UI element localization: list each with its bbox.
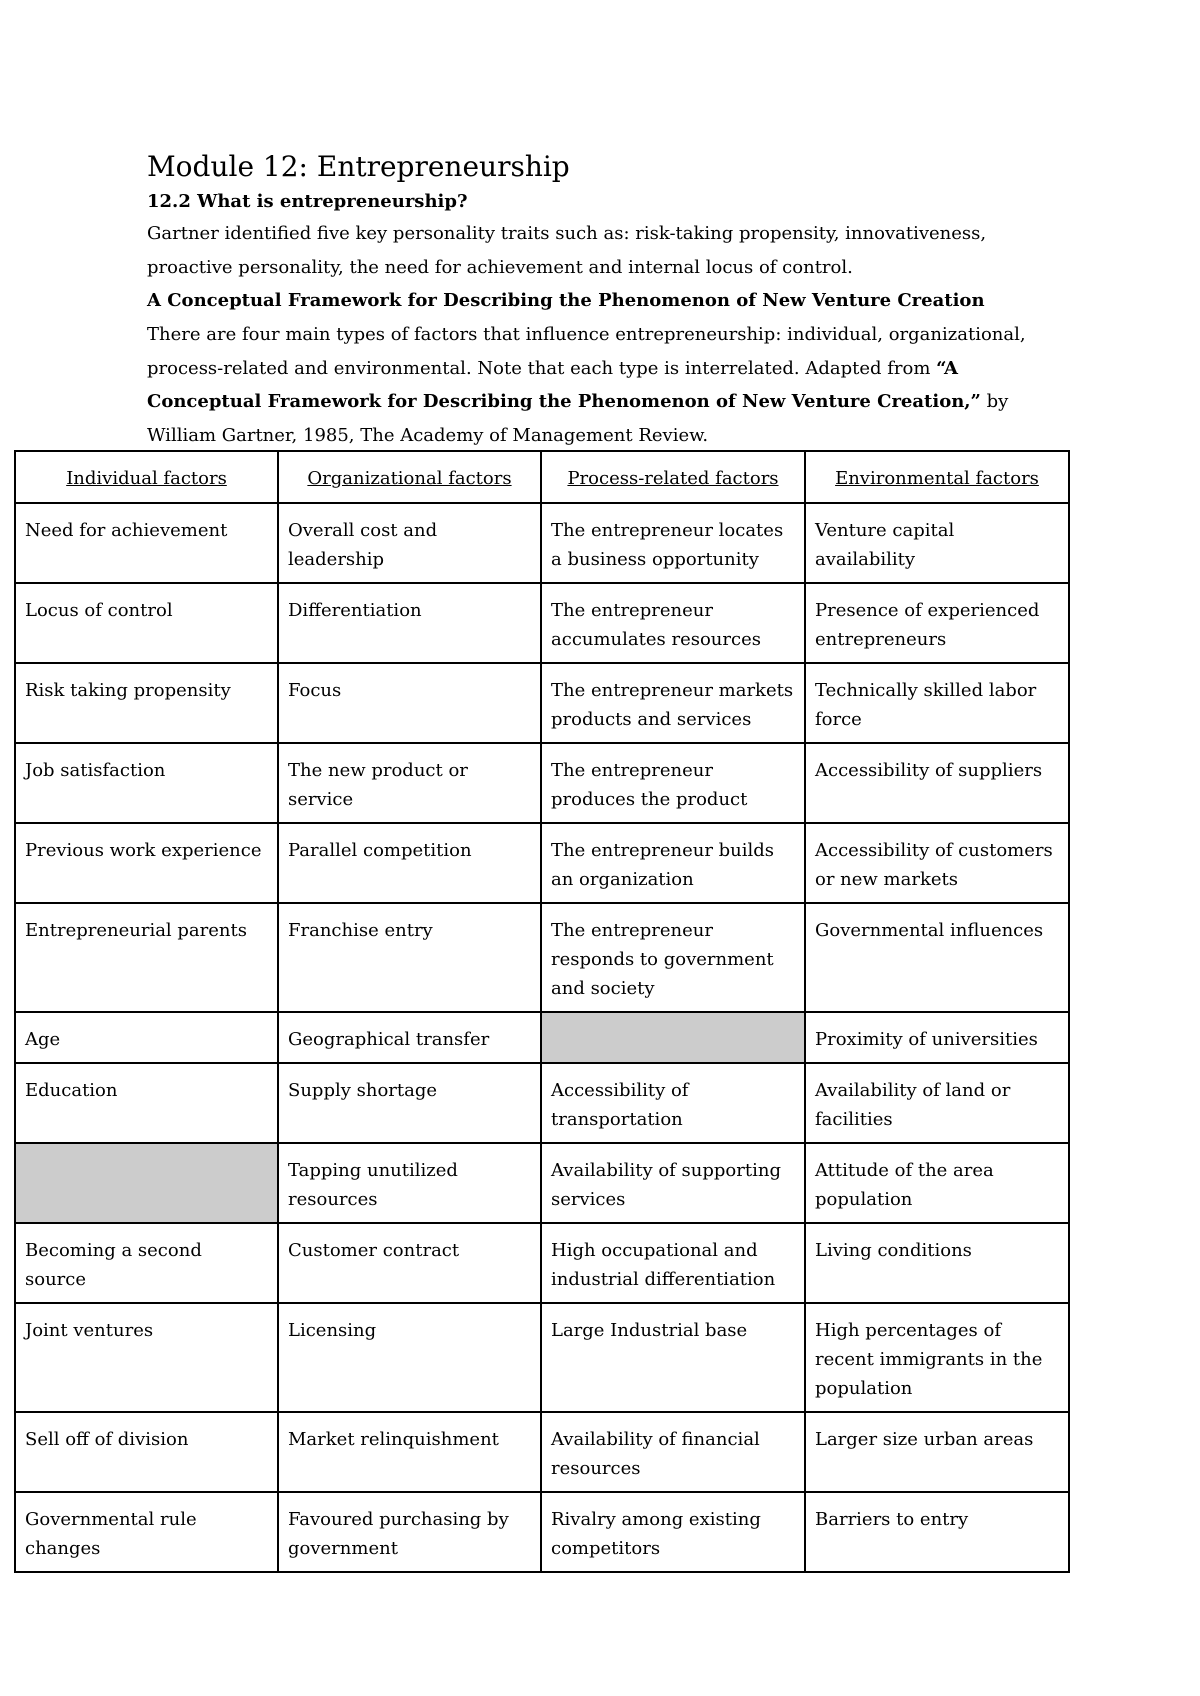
table-cell: The entrepreneur responds to government and society [541,903,805,1012]
framework-paragraph [147,318,1067,452]
document-body [147,150,1067,452]
table-cell: Job satisfaction [15,743,278,823]
table-row [15,663,1069,743]
table-cell: Market relinquishment [278,1412,541,1492]
table-row [15,1223,1069,1303]
table-cell: Franchise entry [278,903,541,1012]
table-cell: Larger size urban areas [805,1412,1069,1492]
table-cell: Availability of land or facilities [805,1063,1069,1143]
table-row [15,1412,1069,1492]
table-cell: Rivalry among existing competitors [541,1492,805,1572]
table-row [15,1063,1069,1143]
framework-paragraph-lead: There are four main types of factors that influence entrepreneurship: individual, organizational, process-related and environmental. Note that each type is interrelated. Adapted from [147,324,1026,379]
table-cell: Sell off of division [15,1412,278,1492]
header-individual-factors: Individual factors [15,451,278,503]
table-row [15,1303,1069,1412]
table-cell: Governmental influences [805,903,1069,1012]
table-header-row [15,451,1069,503]
factors-table [14,450,1070,1573]
table-cell: Large Industrial base [541,1303,805,1412]
table-cell: The entrepreneur accumulates resources [541,583,805,663]
table-cell: Need for achievement [15,503,278,583]
table-cell: The entrepreneur builds an organization [541,823,805,903]
table-cell: The entrepreneur markets products and services [541,663,805,743]
table-cell: High percentages of recent immigrants in the population [805,1303,1069,1412]
table-cell: Becoming a second source [15,1223,278,1303]
table-cell: Living conditions [805,1223,1069,1303]
table-cell: Technically skilled labor force [805,663,1069,743]
table-cell: Attitude of the area population [805,1143,1069,1223]
table-cell: Focus [278,663,541,743]
table-cell: The entrepreneur produces the product [541,743,805,823]
framework-heading: A Conceptual Framework for Describing the Phenomenon of New Venture Creation [147,290,985,311]
table-row [15,823,1069,903]
header-organizational-factors: Organizational factors [278,451,541,503]
table-cell: Parallel competition [278,823,541,903]
page-title: Module 12: Entrepreneurship [147,150,570,183]
table-cell: Governmental rule changes [15,1492,278,1572]
table-cell: Availability of supporting services [541,1143,805,1223]
header-environmental-factors: Environmental factors [805,451,1069,503]
table-row [15,1492,1069,1572]
table-row [15,1012,1069,1063]
table-cell: Availability of financial resources [541,1412,805,1492]
table-cell: Accessibility of suppliers [805,743,1069,823]
table-cell: Presence of experienced entrepreneurs [805,583,1069,663]
table-cell: Locus of control [15,583,278,663]
intro-paragraph: Gartner identified five key personality traits such as: risk-taking propensity, innovativeness, proactive personality, the need for achievement and internal locus of control. [147,223,987,278]
header-process-related-factors: Process-related factors [541,451,805,503]
table-cell: Risk taking propensity [15,663,278,743]
table-cell: The new product or service [278,743,541,823]
table-cell: Age [15,1012,278,1063]
table-cell: Customer contract [278,1223,541,1303]
table-row [15,743,1069,823]
table-cell: Previous work experience [15,823,278,903]
table-cell: Tapping unutilized resources [278,1143,541,1223]
table-cell: The entrepreneur locates a business opportunity [541,503,805,583]
table-cell: Joint ventures [15,1303,278,1412]
table-cell: Geographical transfer [278,1012,541,1063]
table-cell: Favoured purchasing by government [278,1492,541,1572]
table-cell: Differentiation [278,583,541,663]
table-cell: Supply shortage [278,1063,541,1143]
empty-shaded-cell [15,1143,278,1223]
framework-paragraph-tail: by William Gartner, 1985, The Academy of Management Review. [147,391,1009,446]
table-cell: Licensing [278,1303,541,1412]
section-heading: 12.2 What is entrepreneurship? [147,191,468,212]
table-cell: Accessibility of transportation [541,1063,805,1143]
table-row [15,903,1069,1012]
table-cell: Entrepreneurial parents [15,903,278,1012]
table-row [15,1143,1069,1223]
table-cell: Venture capital availability [805,503,1069,583]
table-cell: High occupational and industrial differentiation [541,1223,805,1303]
table-cell: Accessibility of customers or new markets [805,823,1069,903]
table-cell: Barriers to entry [805,1492,1069,1572]
empty-shaded-cell [541,1012,805,1063]
table-cell: Proximity of universities [805,1012,1069,1063]
framework-citation-title: “A Conceptual Framework for Describing the Phenomenon of New Venture Creation,” [147,357,981,412]
table-cell: Education [15,1063,278,1143]
table-row [15,583,1069,663]
table-cell: Overall cost and leadership [278,503,541,583]
table-row [15,503,1069,583]
